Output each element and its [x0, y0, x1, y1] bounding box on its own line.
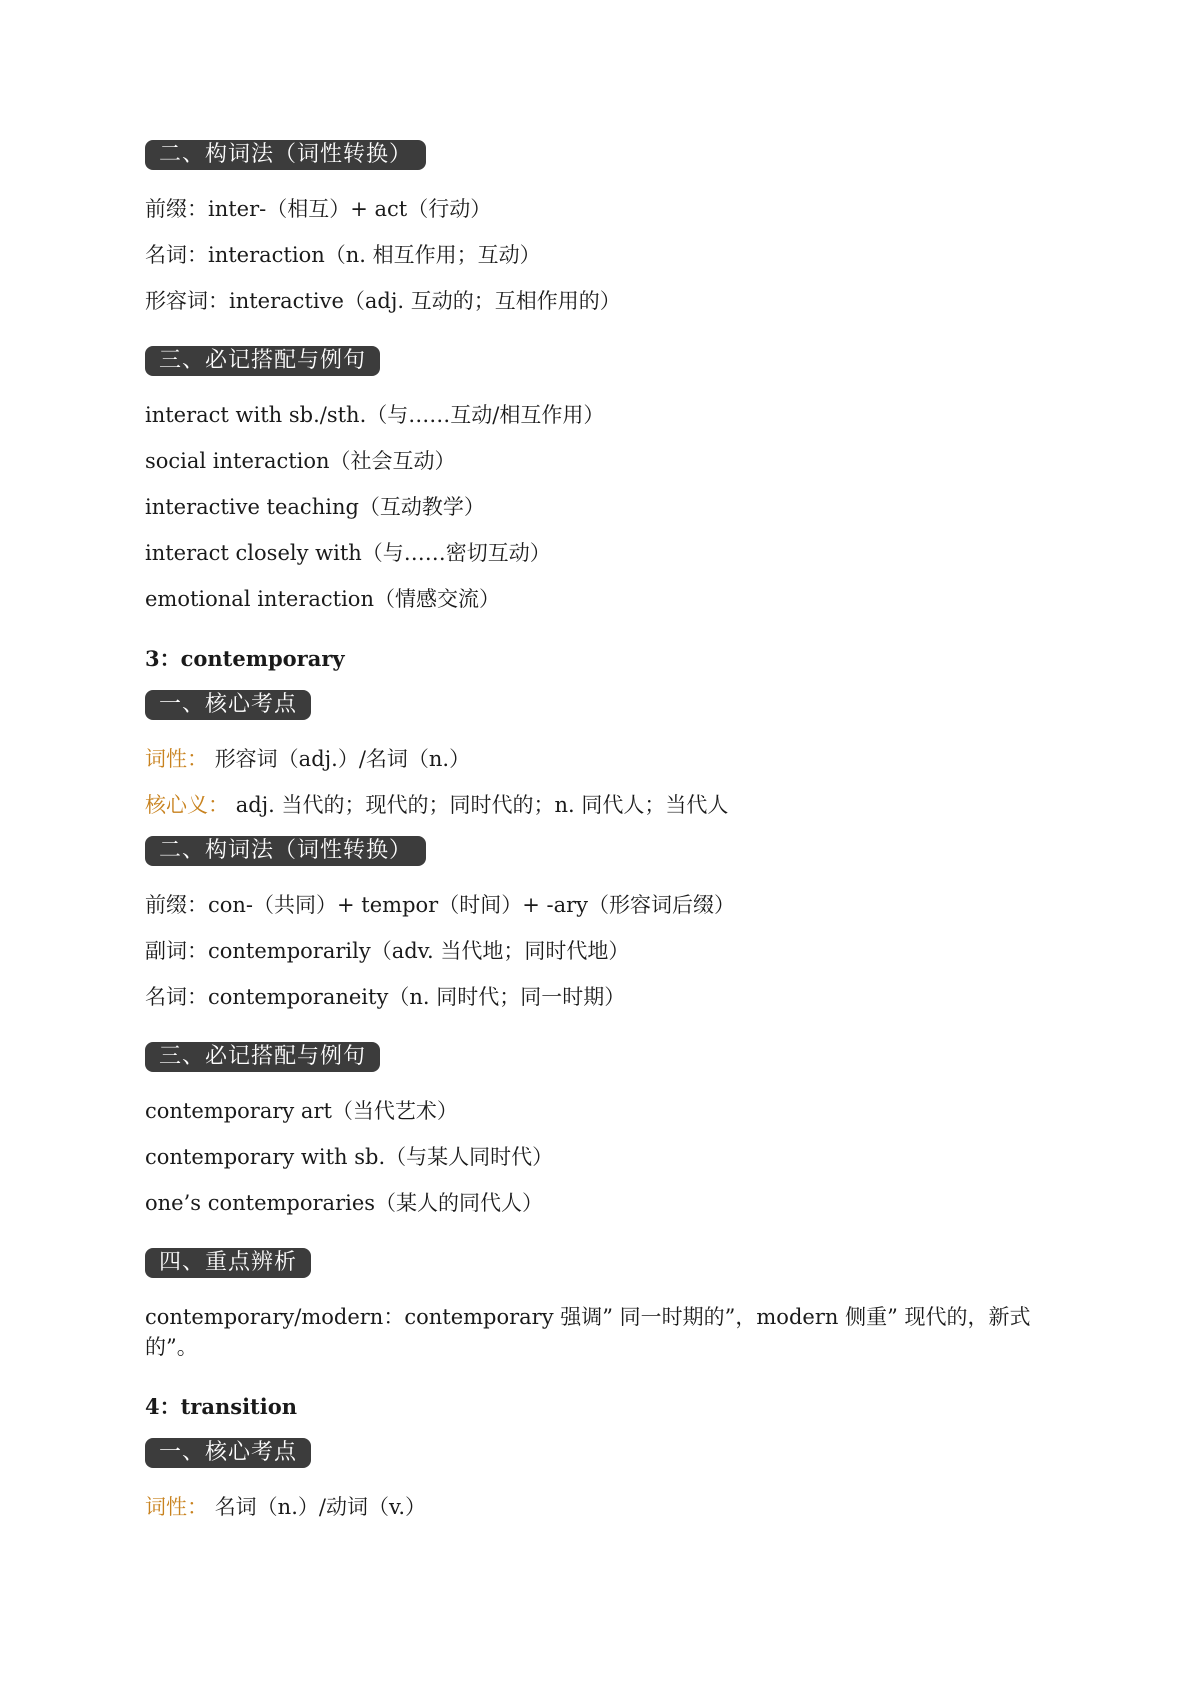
part-of-speech-row — [145, 1492, 1045, 1522]
formation-line: 名词：contemporaneity（n. 同时代；同一时期） — [145, 985, 626, 1009]
section-tag-collocations: 三、必记搭配与例句 — [145, 1042, 380, 1072]
collocation-line: contemporary art（当代艺术） — [145, 1099, 458, 1123]
collocation-line: interact with sb./sth.（与……互动/相互作用） — [145, 403, 605, 427]
section-tag-formation: 二、构词法（词性转换） — [145, 836, 426, 866]
formation-line: 前缀：con-（共同）+ tempor（时间）+ -ary（形容词后缀） — [145, 893, 735, 917]
part-of-speech-key: 词性： — [145, 1495, 208, 1519]
formation-line: 前缀：inter-（相互）+ act（行动） — [145, 197, 492, 221]
formation-line: 名词：interaction（n. 相互作用；互动） — [145, 243, 541, 267]
part-of-speech-key: 词性： — [145, 747, 208, 771]
collocation-line: one’s contemporaries（某人的同代人） — [145, 1191, 544, 1215]
part-of-speech-value: 名词（n.）/动词（v.） — [214, 1495, 427, 1519]
collocation-line: social interaction（社会互动） — [145, 449, 456, 473]
section-tag-core: 一、核心考点 — [145, 690, 311, 720]
section-tag-collocations: 三、必记搭配与例句 — [145, 346, 380, 376]
collocation-line: contemporary with sb.（与某人同时代） — [145, 1145, 554, 1169]
analysis-paragraph: contemporary/modern：contemporary 强调” 同一时期的”，modern 侧重” 现代的，新式的”。 — [145, 1305, 1031, 1359]
section-tag-core: 一、核心考点 — [145, 1438, 311, 1468]
section-tag-analysis: 四、重点辨析 — [145, 1248, 311, 1278]
collocation-line: interact closely with（与……密切互动） — [145, 541, 551, 565]
section-tag-formation: 二、构词法（词性转换） — [145, 140, 426, 170]
collocation-line: interactive teaching（互动教学） — [145, 495, 485, 519]
part-of-speech-value: 形容词（adj.）/名词（n.） — [214, 747, 471, 771]
formation-line: 形容词：interactive（adj. 互动的；互相作用的） — [145, 289, 621, 313]
word-title: 3：contemporary — [145, 646, 345, 671]
word-title: 4：transition — [145, 1394, 298, 1419]
collocation-line: emotional interaction（情感交流） — [145, 587, 500, 611]
part-of-speech-row — [145, 744, 1045, 774]
core-meaning-key: 核心义： — [145, 793, 229, 817]
core-meaning-row — [145, 790, 1045, 820]
document-page — [145, 140, 1045, 1522]
formation-line: 副词：contemporarily（adv. 当代地；同时代地） — [145, 939, 630, 963]
core-meaning-value: adj. 当代的；现代的；同时代的；n. 同代人；当代人 — [235, 793, 729, 817]
